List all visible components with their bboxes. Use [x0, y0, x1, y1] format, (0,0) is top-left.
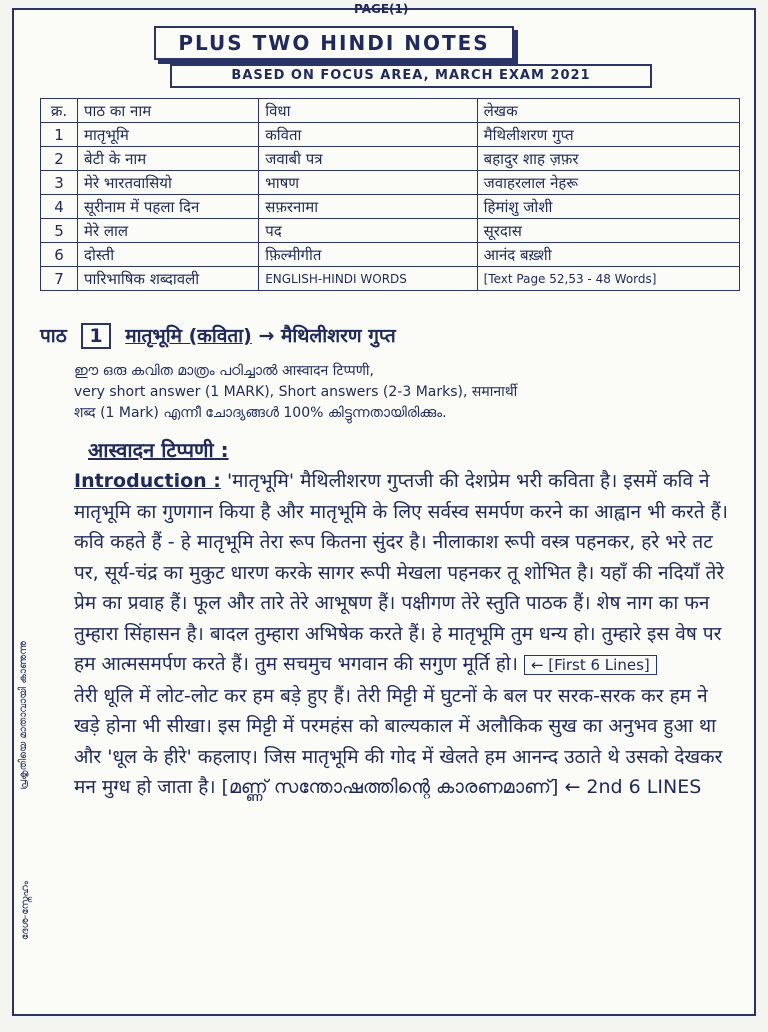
lesson-poet: मैथिलीशरण गुप्त: [281, 325, 396, 347]
cell-sl: 1: [41, 123, 78, 147]
appreciation-body: [74, 466, 734, 803]
section-title: आस्वादन टिप्पणी :: [88, 438, 229, 462]
cell-sl: 5: [41, 219, 78, 243]
cell-genre: पद: [259, 219, 477, 243]
cell-lesson: मेरे लाल: [78, 219, 259, 243]
cell-author: बहादुर शाह ज़फ़र: [477, 147, 739, 171]
arrow-icon: →: [258, 325, 275, 347]
cell-sl: 7: [41, 267, 78, 291]
cell-genre: फ़िल्मीगीत: [259, 243, 477, 267]
first-lines-text: कवि कहते हैं - हे मातृभूमि तेरा रूप कितना सुंदर है। नीलाकाश रूपी वस्त्र पहनकर, हरे भरे तट पर, सूर्य-चंद्र का मुकुट धारण करके सागर रूपी मेखला पहनकर तू शोभित है। यहाँ की नदियाँ तेरे प्रेम का प्रवाह हैं। फूल और तारे तेरे आभूषण हैं। पक्षीगण तेरे स्तुति पाठक हैं। शेष नाग का फन तुम्हारा सिंहासन है। बादल तुम्हारा अभिषेक करते हैं। हे मातृभूमि तुम धन्य हो। तुम्हारे इस वेष पर हम आत्मसमर्पण करते हैं। तुम सचमुच भगवान की सगुण मूर्ति हो।: [74, 531, 725, 675]
header-author: लेखक: [477, 99, 739, 123]
cell-lesson: सूरीनाम में पहला दिन: [78, 195, 259, 219]
table-row: [41, 123, 740, 147]
intro-text: 'मातृभूमि' मैथिलीशरण गुप्तजी की देशप्रेम भरी कविता है। इसमें कवि ने मातृभूमि का गुणगान किया है और मातृभूमि के लिए सर्वस्व समर्पण करने का आह्वान भी करते हैं।: [74, 470, 728, 523]
cell-sl: 4: [41, 195, 78, 219]
second-lines-tag: ← 2nd 6 LINES: [564, 776, 702, 798]
cell-genre: सफ़रनामा: [259, 195, 477, 219]
cell-author: सूरदास: [477, 219, 739, 243]
cell-genre: जवाबी पत्र: [259, 147, 477, 171]
cell-author: आनंद बख़्शी: [477, 243, 739, 267]
page-title: PLUS TWO HINDI NOTES: [154, 26, 514, 60]
lesson-label: पाठ: [40, 325, 67, 347]
lesson-poem: मातृभूमि (कविता): [125, 325, 252, 347]
paragraph-first-lines: [74, 527, 734, 681]
lesson-heading: [40, 322, 396, 348]
cell-author: जवाहरलाल नेहरू: [477, 171, 739, 195]
cell-genre: कविता: [259, 123, 477, 147]
second-lines-text: तेरी धूलि में लोट-लोट कर हम बड़े हुए हैं। तेरी मिट्टी में घुटनों के बल पर सरक-सरक कर हम ने खड़े होना भी सीखा। इस मिट्टी में परमहंस को बाल्यकाल में अलौकिक सुख का अनुभव हुआ था और 'धूल के हीरे' कहलाए। जिस मातृभूमि की गोद में खेलते हम आनन्द उठाते थे उसको देखकर मन मुग्ध हो जाता है। [മണ്ണ് സന്തോഷത്തിന്റെ കാരണമാണ്]: [74, 684, 723, 798]
chapter-table: [40, 98, 740, 291]
table-row: [41, 147, 740, 171]
cell-lesson: मातृभूमि: [78, 123, 259, 147]
header-genre: विधा: [259, 99, 477, 123]
notes-page: [12, 2, 756, 1016]
cell-lesson: पारिभाषिक शब्दावली: [78, 267, 259, 291]
header-sl: क्र.: [41, 99, 78, 123]
margin-note: ദേശ-സ്നേഹം: [20, 880, 31, 940]
intro-note: [74, 362, 734, 425]
cell-sl: 2: [41, 147, 78, 171]
cell-genre: भाषण: [259, 171, 477, 195]
paragraph-intro: [74, 466, 734, 527]
intro-lead: Introduction :: [74, 470, 221, 492]
cell-author: मैथिलीशरण गुप्त: [477, 123, 739, 147]
intro-line: ഈ ഒരു കവിത മാത്രം പഠിച്ചാൽ आस्वादन टिप्पणी,: [74, 363, 374, 379]
table-row: [41, 267, 740, 291]
first-lines-tag: ← [First 6 Lines]: [524, 655, 657, 675]
cell-author: हिमांशु जोशी: [477, 195, 739, 219]
cell-author: [Text Page 52,53 - 48 Words]: [477, 267, 739, 291]
cell-lesson: बेटी के नाम: [78, 147, 259, 171]
table-row: [41, 219, 740, 243]
intro-line: शब्द (1 Mark) എന്നീ ചോദ്യങ്ങൾ 100% കിട്ടുന്നതായിരിക്കും.: [74, 405, 447, 421]
page-number: PAGE(1): [354, 2, 409, 16]
table-header-row: [41, 99, 740, 123]
cell-sl: 6: [41, 243, 78, 267]
page-subtitle: BASED ON FOCUS AREA, MARCH EXAM 2021: [170, 64, 652, 88]
cell-lesson: दोस्ती: [78, 243, 259, 267]
header-lesson: पाठ का नाम: [78, 99, 259, 123]
table-row: [41, 195, 740, 219]
cell-genre: ENGLISH-HINDI WORDS: [259, 267, 477, 291]
paragraph-second-lines: [74, 681, 734, 803]
lesson-number: 1: [81, 323, 110, 349]
margin-note: പ്രകൃതിയെ മാതാവായി കാണുന്നു: [18, 641, 29, 790]
intro-line: very short answer (1 MARK), Short answers (2-3 Marks), समानार्थी: [74, 384, 518, 400]
cell-lesson: मेरे भारतवासियो: [78, 171, 259, 195]
table-row: [41, 171, 740, 195]
table-row: [41, 243, 740, 267]
cell-sl: 3: [41, 171, 78, 195]
